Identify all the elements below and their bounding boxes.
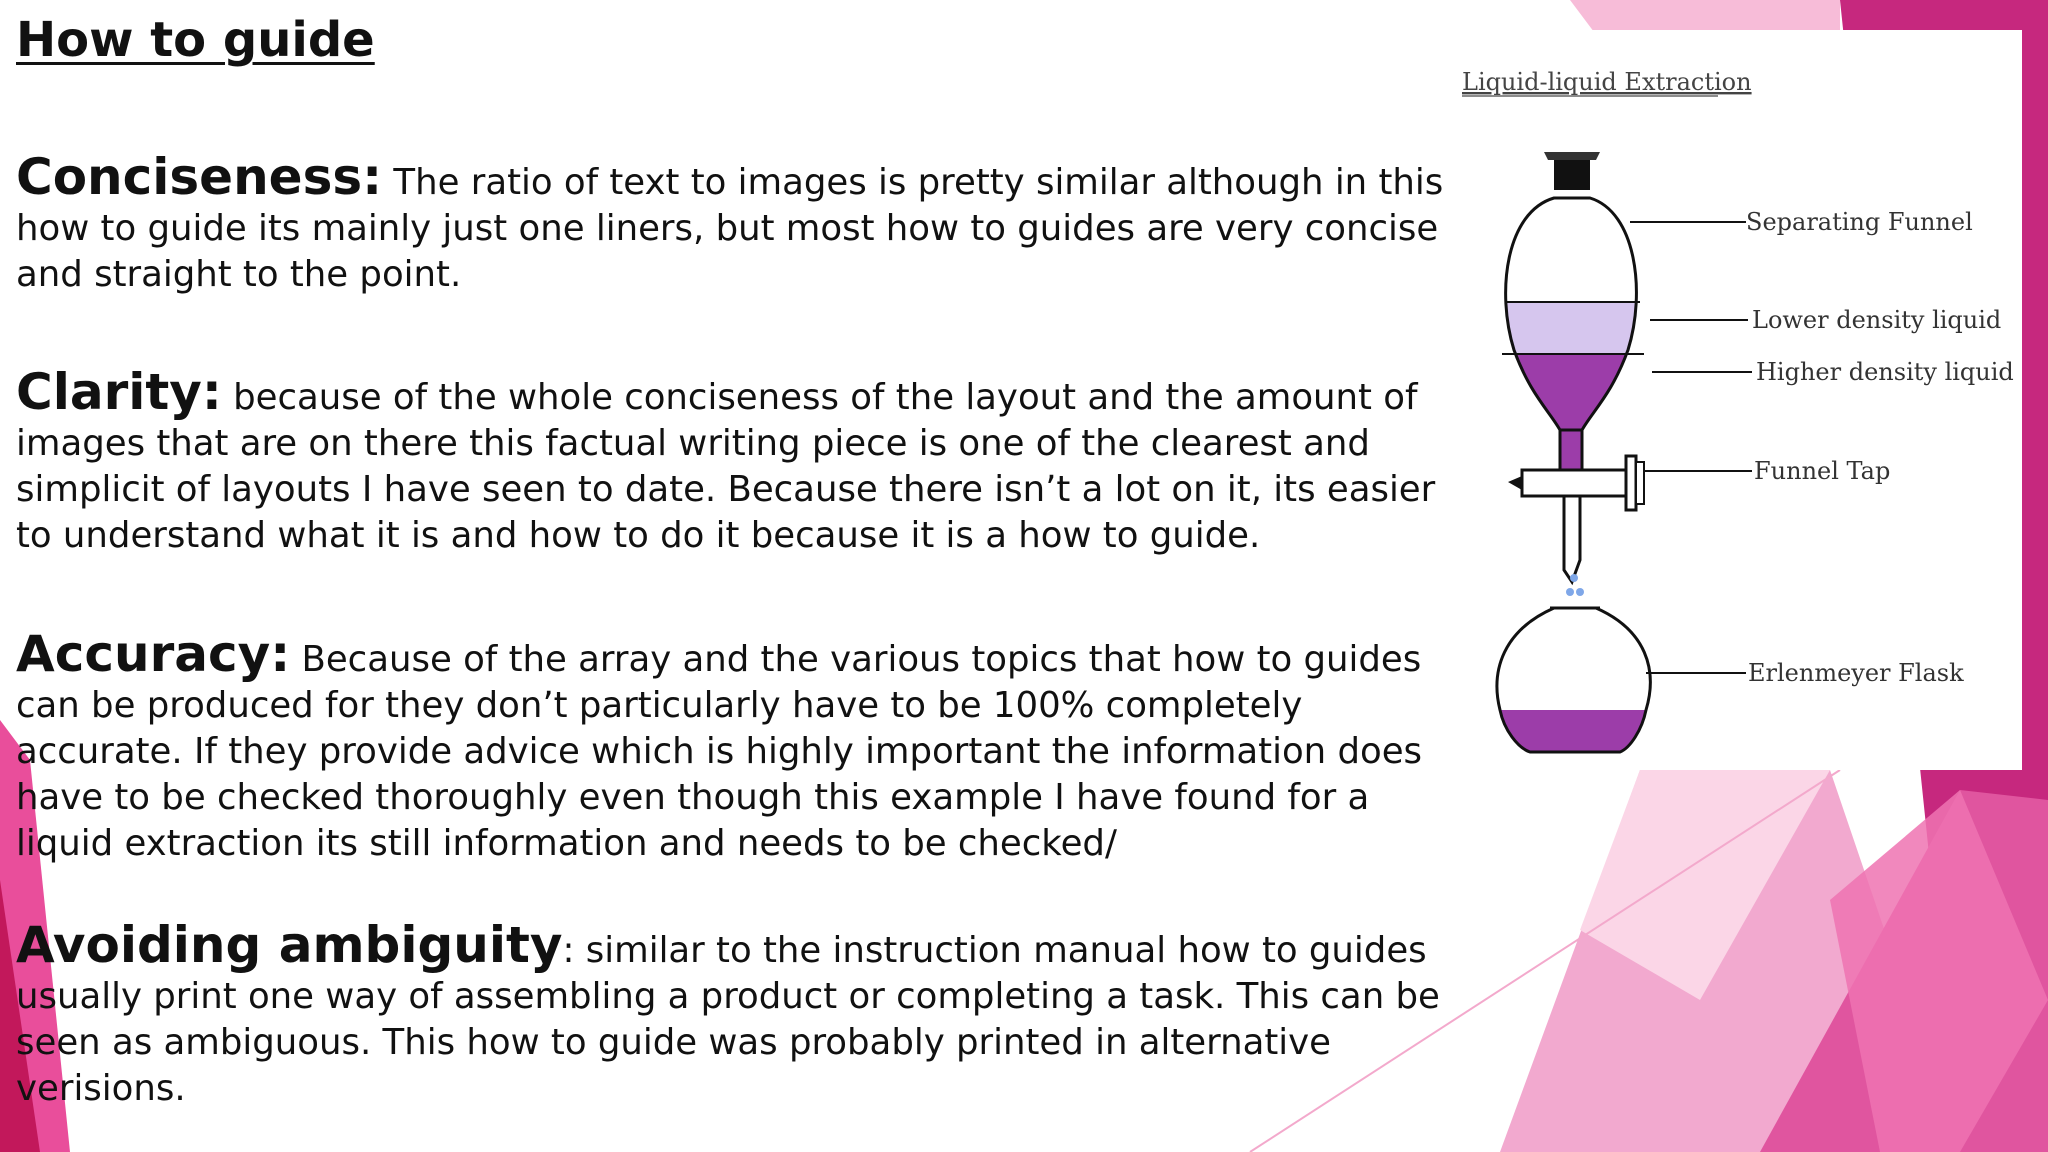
slide-title: How to guide: [16, 12, 375, 68]
funnel-lower-stem: [1564, 496, 1580, 582]
slide-content: [16, 8, 1456, 1109]
tap-handle-left: [1508, 476, 1522, 490]
paragraph-text: The ratio of text to images is pretty similar although in this how to guide its mainly just one liners, but most how to guides are very concise and straight to the point.: [16, 162, 1444, 295]
drop-icon: [1566, 588, 1574, 596]
paragraph-text: Because of the array and the various topics that how to guides can be produced for they don’t particularly have to be 100% completely accurate. If they provide advice which is highly important the information does have to be checked thoroughly even though this example I have found for a liquid extraction its still information and needs to be checked/: [16, 639, 1423, 864]
drop-icon: [1570, 574, 1578, 582]
label-higher-density: Higher density liquid: [1756, 358, 2014, 386]
paragraph-heading: Accuracy:: [16, 625, 291, 683]
funnel-stem: [1560, 430, 1582, 470]
paragraph-text: because of the whole conciseness of the layout and the amount of images that are on there this factual writing piece is one of the clearest and simplicit of layouts I have seen to date. Because there isn’t a lot on it, its easier to understand what it is and how to do it because it is a how to guide.: [16, 377, 1436, 556]
funnel-tap-icon: [1522, 470, 1626, 496]
paragraph-clarity: [16, 363, 1466, 559]
diagram-card: [1446, 30, 2022, 770]
diagram-title: Liquid-liquid Extraction: [1462, 68, 1752, 96]
tap-handle-knob: [1636, 462, 1644, 504]
tap-handle-right: [1626, 456, 1636, 510]
paragraph-avoiding-ambiguity: [16, 916, 1466, 1112]
label-erlenmeyer-flask: Erlenmeyer Flask: [1748, 659, 1964, 687]
paragraph-text: : similar to the instruction manual how to guides usually print one way of assembling a product or completing a task. This can be seen as ambiguous. This how to guide was probably printed in alternative verisions.: [16, 930, 1440, 1109]
drop-icon: [1576, 588, 1584, 596]
paragraph-heading: Clarity:: [16, 363, 222, 421]
paragraph-heading: Avoiding ambiguity: [16, 916, 563, 974]
paragraph-conciseness: [16, 148, 1466, 298]
paragraph-heading: Conciseness:: [16, 148, 383, 206]
label-lower-density: Lower density liquid: [1752, 306, 2002, 334]
paragraph-accuracy: [16, 625, 1466, 867]
label-funnel-tap: Funnel Tap: [1754, 457, 1891, 485]
stopper-top: [1544, 152, 1600, 160]
liquid-extraction-diagram: [1446, 30, 2022, 770]
label-separating-funnel: Separating Funnel: [1746, 208, 1973, 236]
